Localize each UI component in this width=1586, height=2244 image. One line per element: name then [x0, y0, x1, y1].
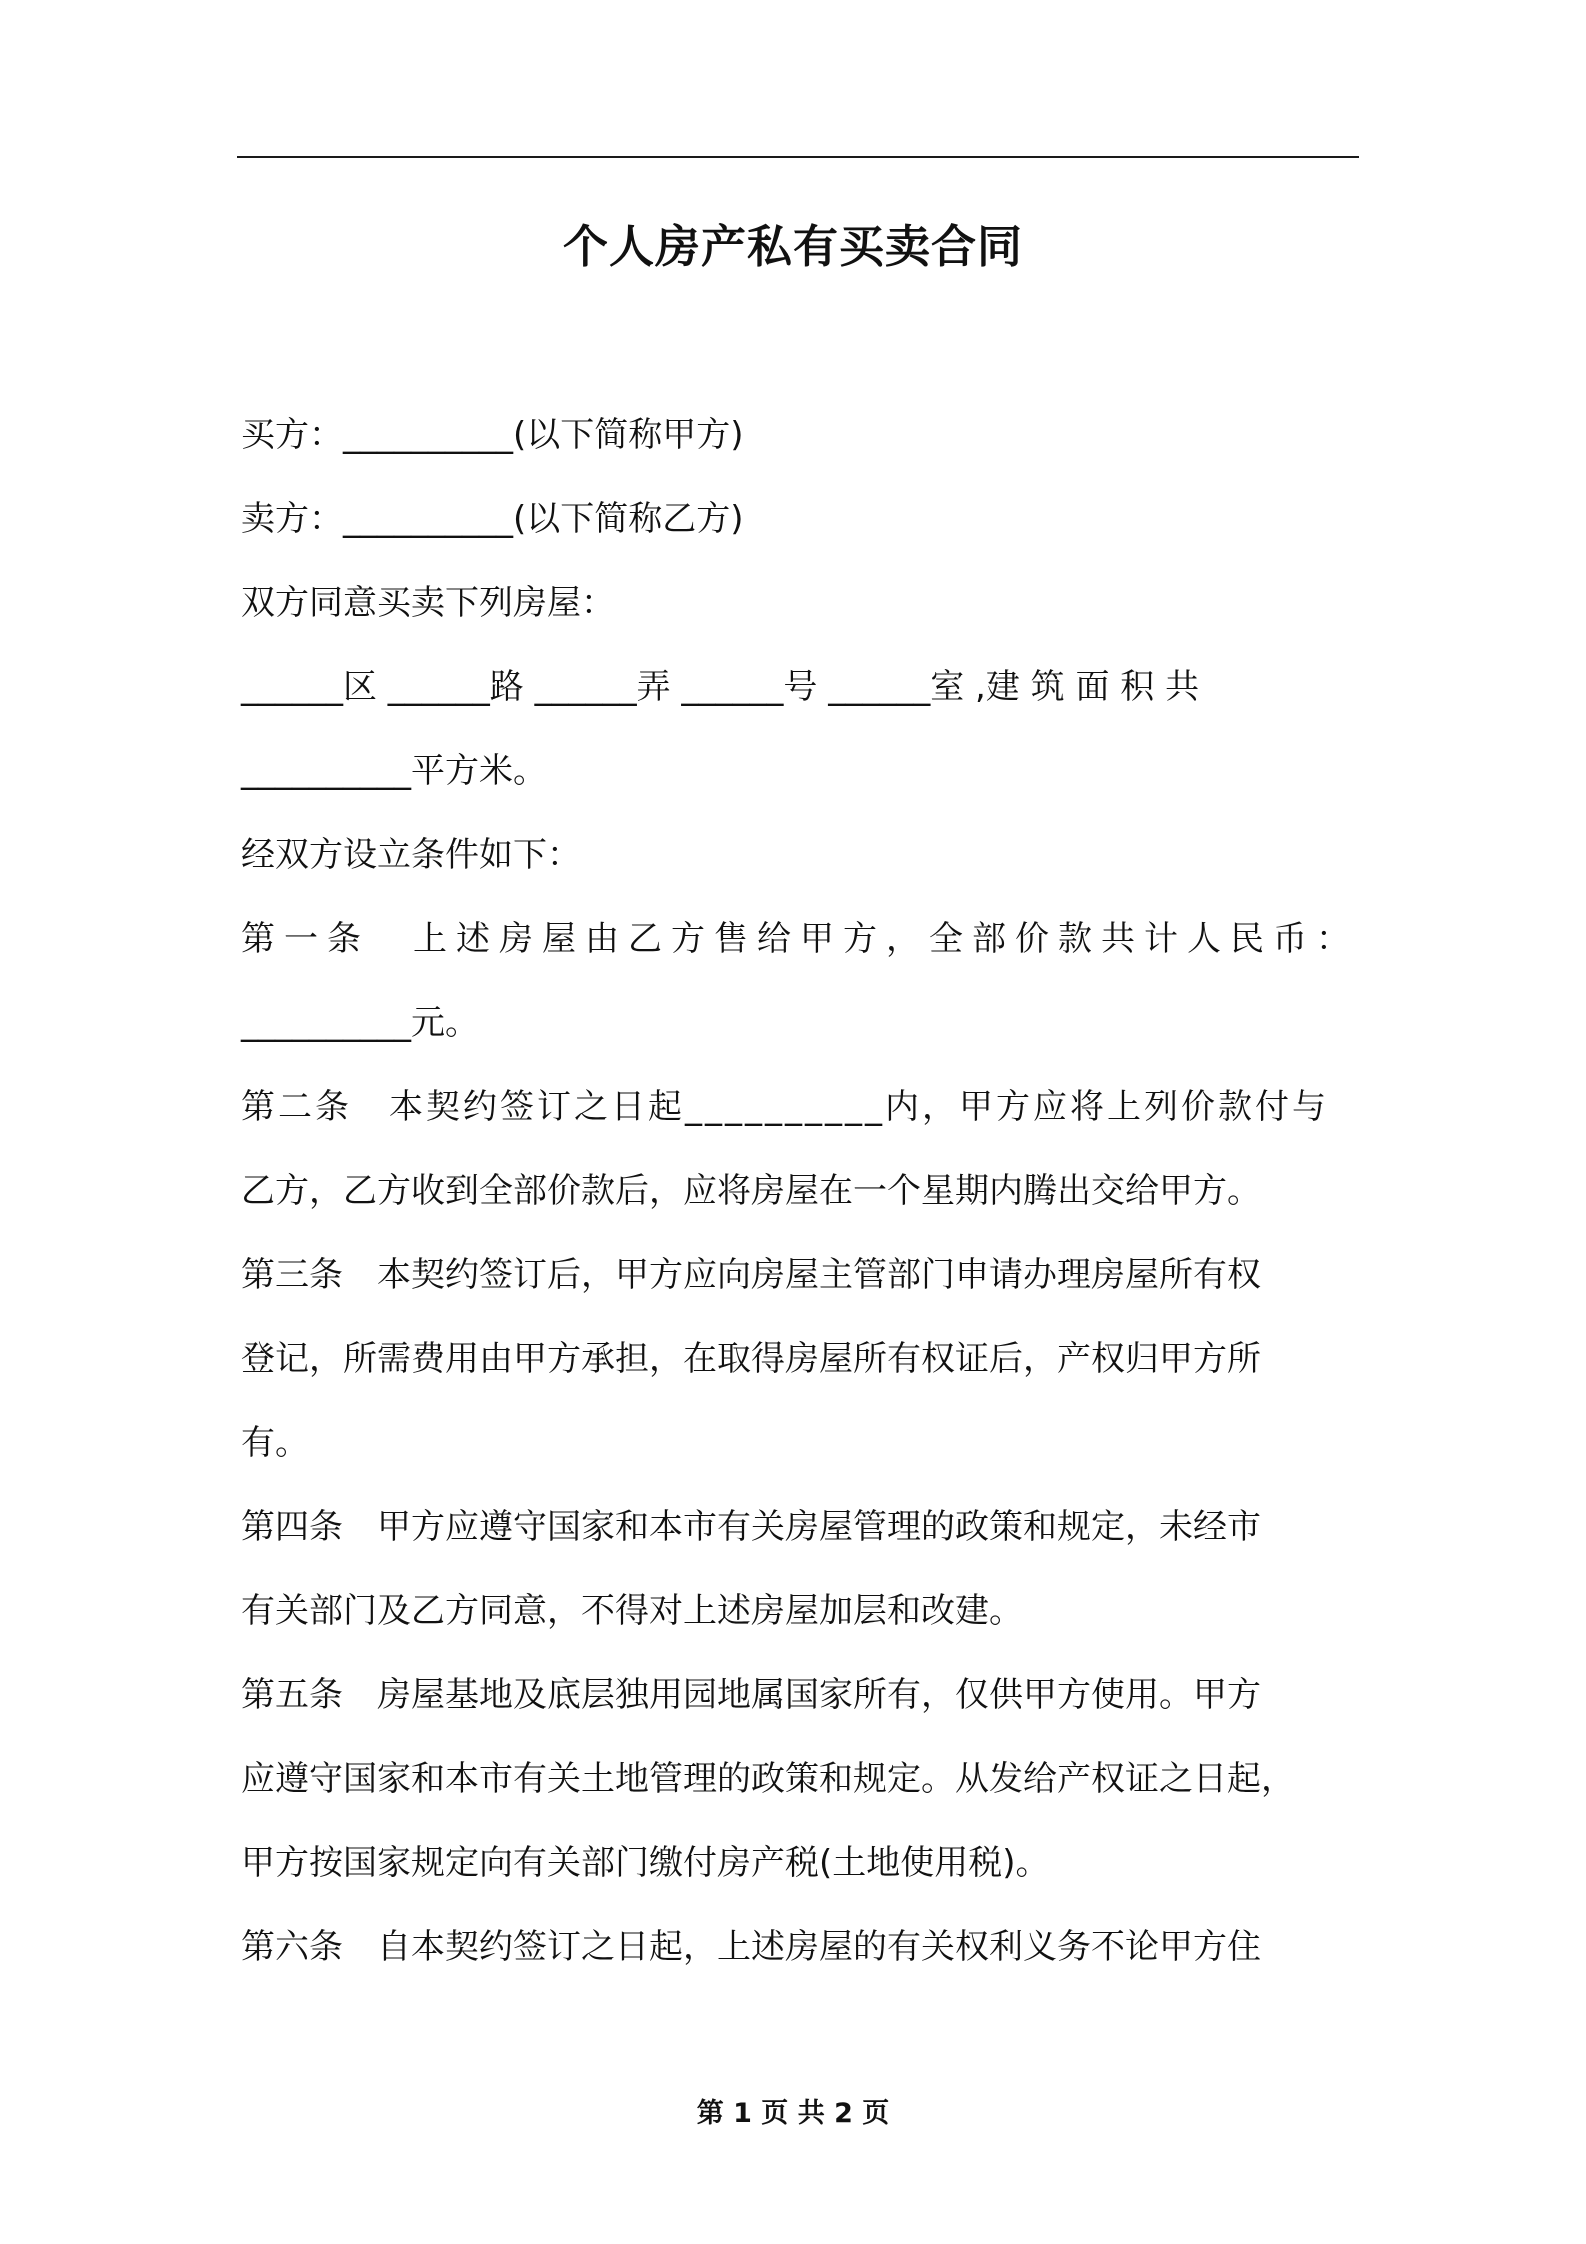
- article-1-line-1: 第一条 上述房屋由乙方售给甲方，全部价款共计人民币：: [241, 919, 1359, 959]
- article-1-line-2: __________元。: [241, 1003, 479, 1043]
- document-title: 个人房产私有买卖合同: [562, 220, 1023, 273]
- article-2-line-2: 乙方，乙方收到全部价款后，应将房屋在一个星期内腾出交给甲方。: [241, 1171, 1261, 1211]
- page-footer: 第 1 页 共 2 页: [696, 2098, 890, 2129]
- conditions-intro-line: 经双方设立条件如下：: [241, 835, 581, 875]
- agreement-line: 双方同意买卖下列房屋：: [241, 583, 615, 623]
- article-4-line-1: 第四条 甲方应遵守国家和本市有关房屋管理的政策和规定，未经市: [241, 1507, 1261, 1547]
- property-address-line: ______区 ______路 ______弄 ______号 ______室 ,建 筑 面 积 共: [241, 667, 1200, 707]
- article-2-line-1: 第二条 本契约签订之日起__________内，甲方应将上列价款付与: [241, 1087, 1329, 1127]
- article-5-line-1: 第五条 房屋基地及底层独用园地属国家所有，仅供甲方使用。甲方: [241, 1675, 1261, 1715]
- article-4-line-2: 有关部门及乙方同意，不得对上述房屋加层和改建。: [241, 1591, 1023, 1631]
- article-5-line-3: 甲方按国家规定向有关部门缴付房产税(土地使用税)。: [241, 1843, 1050, 1883]
- article-3-line-1: 第三条 本契约签订后，甲方应向房屋主管部门申请办理房屋所有权: [241, 1255, 1261, 1295]
- article-6-line-1: 第六条 自本契约签订之日起，上述房屋的有关权利义务不论甲方住: [241, 1927, 1261, 1967]
- article-3-line-3: 有。: [241, 1423, 309, 1463]
- article-5-line-2: 应遵守国家和本市有关土地管理的政策和规定。从发给产权证之日起，: [241, 1759, 1295, 1799]
- seller-line: 卖方：__________(以下简称乙方): [241, 499, 744, 539]
- buyer-line: 买方：__________(以下简称甲方): [241, 415, 744, 455]
- header-rule: [237, 156, 1359, 158]
- property-area-line: __________平方米。: [241, 751, 547, 791]
- article-3-line-2: 登记，所需费用由甲方承担，在取得房屋所有权证后，产权归甲方所: [241, 1339, 1261, 1379]
